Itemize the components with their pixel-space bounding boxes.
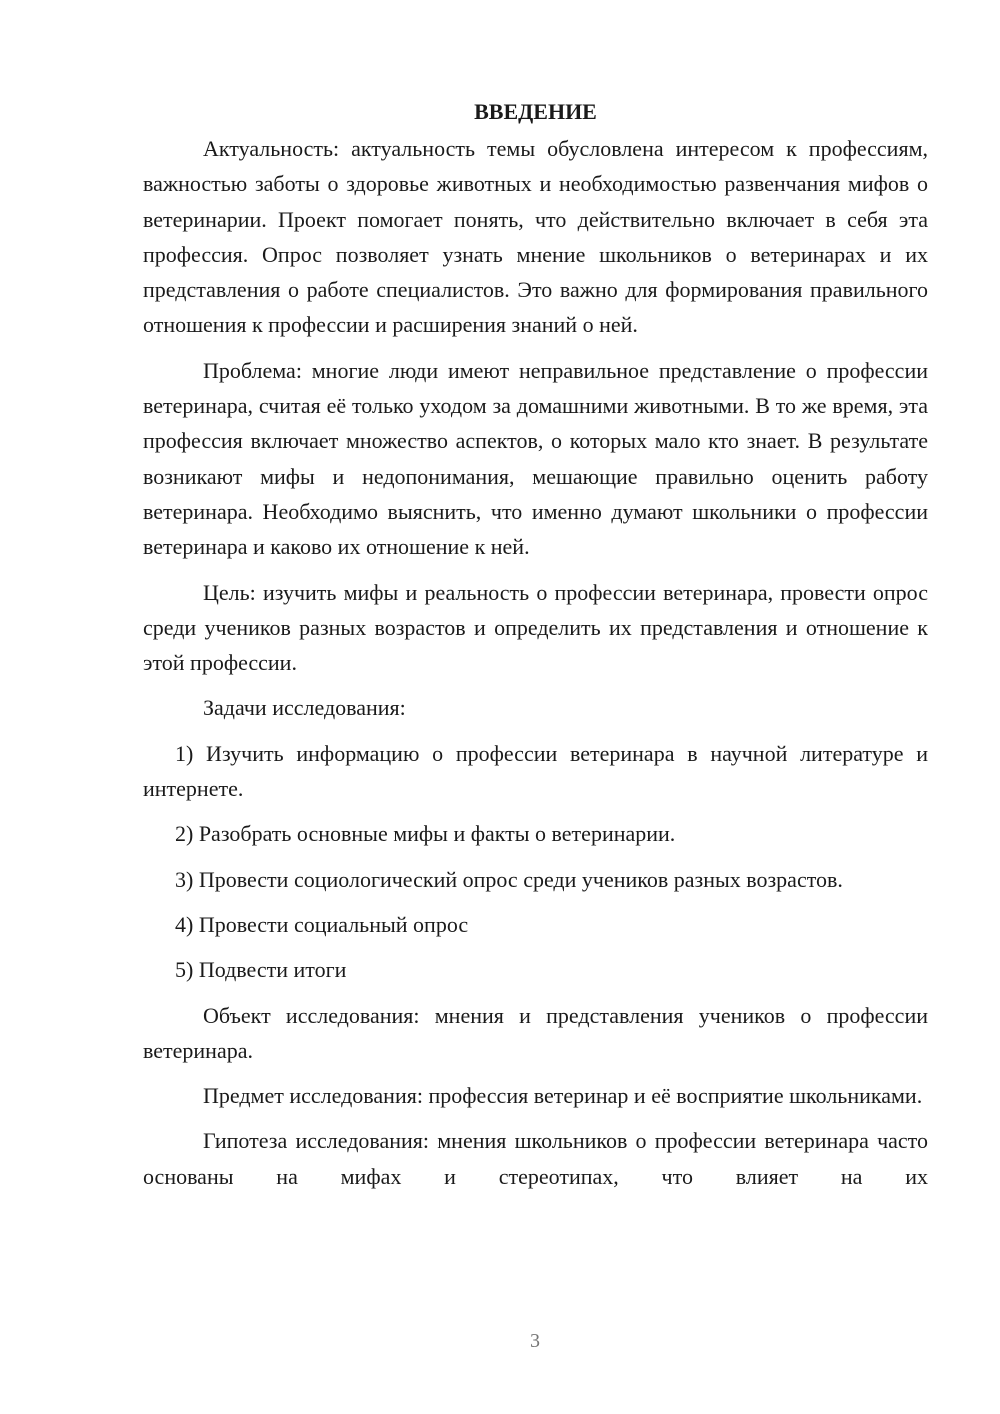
page-number: 3 [530, 1330, 540, 1352]
hypothesis-paragraph: Гипотеза исследования: мнения школьников о профессии ветеринара часто основаны на мифах и стереотипах, что влияет на их [143, 1128, 928, 1189]
task-item-4: 4) Провести социальный опрос [175, 911, 469, 937]
goal-paragraph: Цель: изучить мифы и реальность о профессии ветеринара, провести опрос среди учеников разных возрастов и определить их представления и отношение к этой профессии. [143, 579, 928, 676]
subject-paragraph: Предмет исследования: профессия ветеринар и её восприятие школьниками. [203, 1083, 923, 1109]
problem-paragraph: Проблема: многие люди имеют неправильное представление о профессии ветеринара, считая её только уходом за домашними животными. В то же время, эта профессия включает множество аспектов, о которых мало кто знает. В результате возникают мифы и недопонимания, мешающие правильно оценить работу ветеринара. Необходимо выяснить, что именно думают школьники о профессии ветеринара и каково их отношение к ней. [143, 357, 928, 560]
task-item-3: 3) Провести социологический опрос среди учеников разных возрастов. [175, 866, 843, 892]
task-item-2: 2) Разобрать основные мифы и факты о ветеринарии. [175, 821, 676, 847]
task-item-5: 5) Подвести итоги [175, 957, 347, 983]
tasks-heading: Задачи исследования: [203, 695, 406, 721]
page-content [143, 94, 928, 1204]
task-item-1: 1) Изучить информацию о профессии ветеринара в научной литературе и интернете. [143, 740, 928, 802]
section-title: ВВЕДЕНИЕ [474, 99, 597, 124]
relevance-paragraph: Актуальность: актуальность темы обусловлена интересом к профессиям, важностью заботы о здоровье животных и необходимостью развенчания мифов о ветеринарии. Проект помогает понять, что действительно включает в себя эта профессия. Опрос позволяет узнать мнение школьников о ветеринарах и их представления о работе специалистов. Это важно для формирования правильного отношения к профессии и расширения знаний о ней. [143, 136, 928, 338]
object-paragraph: Объект исследования: мнения и представления учеников о профессии ветеринара. [143, 1002, 928, 1063]
